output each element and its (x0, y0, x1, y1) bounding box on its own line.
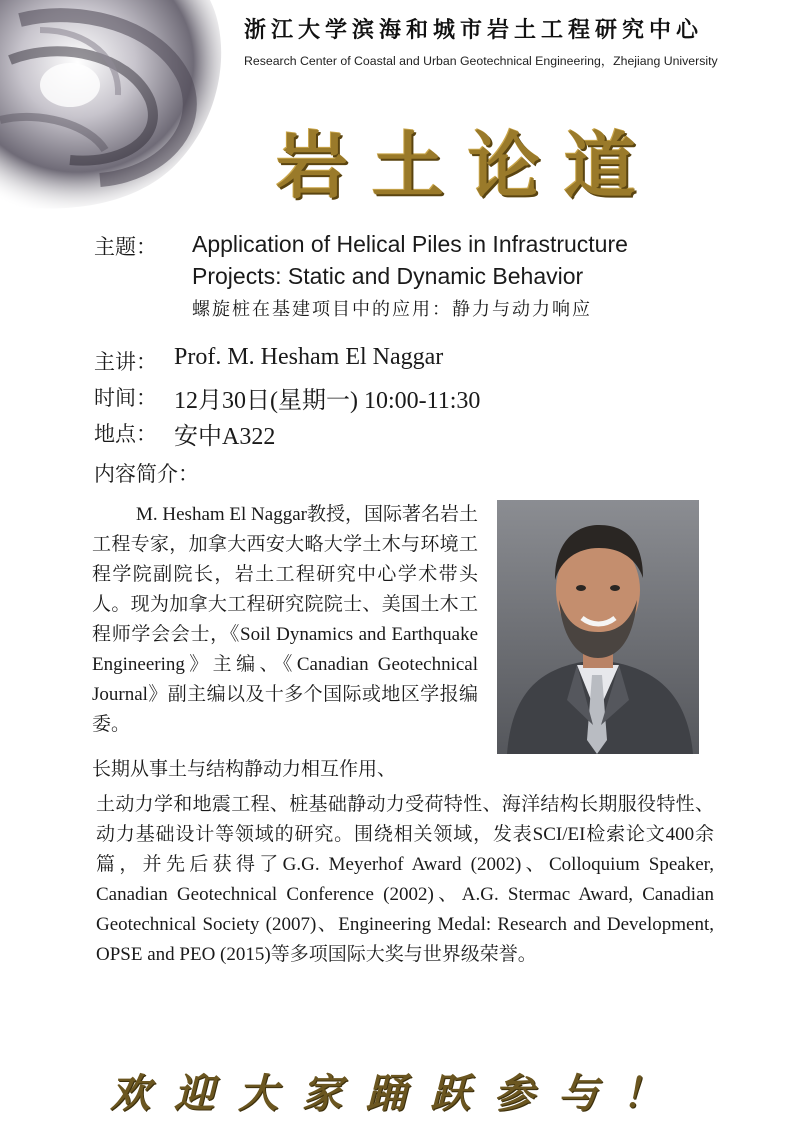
topic-title-en-line1: Application of Helical Piles in Infrastructure (192, 231, 628, 257)
intro-paragraph-part3: 土动力学和地震工程、桩基础静动力受荷特性、海洋结构长期服役特性、动力基础设计等领域的研究。围绕相关领域，发表SCI/EI检索论文400余篇，并先后获得了G.G. Meyerhof Award (2002)、Colloquium Speaker, Canadian Geotechnical Conference (2002)、A.G. Stermac Award, Canadian Geotechnical Society (2007)、Engineering Medal: Research and Development, OPSE and PEO (2015)等多项国际大奖与世界级荣誉。 (96, 794, 714, 965)
welcome-message: 欢迎大家踊跃参与！ (110, 1070, 686, 1117)
speaker-value: Prof. M. Hesham El Naggar (174, 344, 444, 370)
intro-heading: 内容简介： (94, 462, 199, 486)
speaker-photo (497, 500, 699, 754)
speaker-portrait-illustration (497, 500, 699, 754)
intro-paragraph-part1: M. Hesham El Naggar教授，国际著名岩土工程专家，加拿大西安大略大学土木与环境工程学院副院长，岩土工程研究中心学术带头人。现为加拿大工程研究院院士、美国土木工程师学会会士，《Soil Dynamics and Earthquake Engineering》主编、《Canadian Geotechnical Journal》副主编以及十多个国际或地区学报编委。 (92, 504, 478, 735)
topic-title-en (192, 228, 628, 292)
location-value: 安中A322 (174, 424, 276, 450)
intro-paragraph-part2: 长期从事土与结构静动力相互作用、 (92, 759, 397, 780)
topic-title-cn: 螺旋桩在基建项目中的应用：静力与动力响应 (192, 299, 592, 320)
organization-name-cn: 浙江大学滨海和城市岩土工程研究中心 (244, 18, 704, 43)
location-label: 地点： (94, 422, 157, 446)
time-label: 时间： (94, 386, 157, 410)
organization-name-en: Research Center of Coastal and Urban Geotechnical Engineering，Zhejiang University (244, 54, 718, 68)
speaker-label: 主讲： (94, 350, 157, 374)
ink-wash-decoration (0, 0, 240, 220)
poster-title: 岩土论道 (275, 123, 660, 208)
time-value: 12月30日(星期一) 10:00-11:30 (174, 388, 481, 414)
topic-title-en-line2: Projects: Static and Dynamic Behavior (192, 263, 584, 289)
topic-label: 主题： (94, 235, 157, 259)
